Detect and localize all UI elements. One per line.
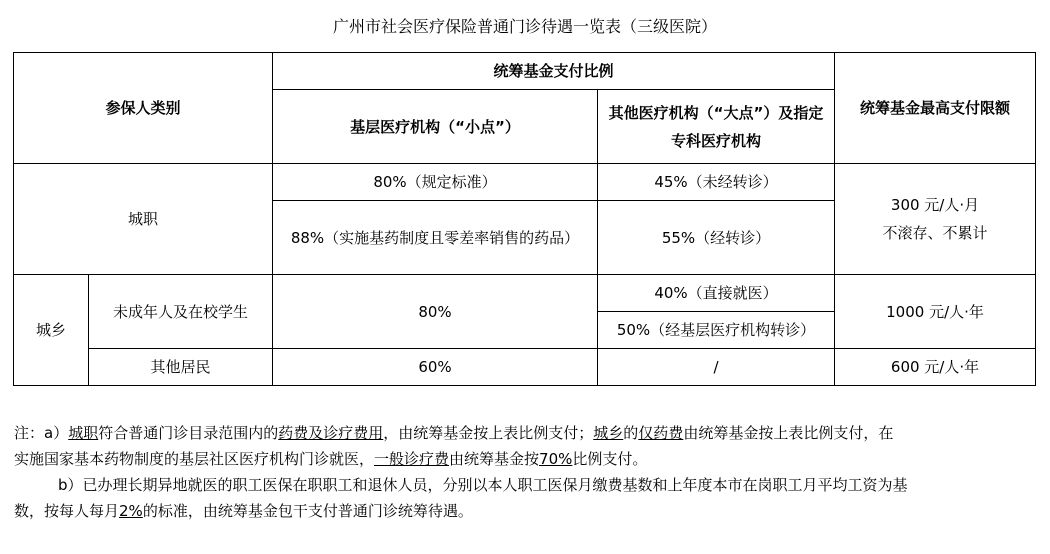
- header-fund-ratio: 统筹基金支付比例: [273, 53, 835, 90]
- cell-chengzhi-basic-1: 80%（规定标准）: [273, 164, 598, 201]
- benefits-table: [13, 52, 1036, 386]
- row-label-resident: 其他居民: [89, 349, 273, 386]
- cell-chengzhi-other-2: 55%（经转诊）: [598, 201, 835, 275]
- cell-chengzhi-basic-2: 88%（实施基药制度且零差率销售的药品）: [273, 201, 598, 275]
- header-other-institution: 其他医疗机构（“大点”）及指定专科医疗机构: [598, 90, 835, 164]
- header-max-limit: 统筹基金最高支付限额: [835, 53, 1036, 164]
- cell-chengzhi-limit-2: 不滚存、不累计: [882, 224, 988, 242]
- row-label-minor: 未成年人及在校学生: [89, 275, 273, 349]
- cell-resident-other: /: [598, 349, 835, 386]
- note-a-line-2: 实施国家基本药物制度的基层社区医疗机构门诊就医，一般诊疗费由统筹基金按70%比例支付。: [14, 450, 648, 468]
- cell-minor-limit: 1000 元/人·年: [835, 275, 1036, 349]
- note-b-line-1: b）已办理长期异地就医的职工医保在职职工和退休人员，分别以本人职工医保月缴费基数和上年度本市在岗职工月平均工资为基: [58, 476, 908, 494]
- cell-chengzhi-other-1: 45%（未经转诊）: [598, 164, 835, 201]
- header-category: 参保人类别: [14, 53, 273, 164]
- cell-resident-limit: 600 元/人·年: [835, 349, 1036, 386]
- row-label-chengxiang: 城乡: [14, 275, 89, 386]
- cell-minor-basic: 80%: [273, 275, 598, 349]
- note-b-line-2: 数，按每人每月2%的标准，由统筹基金包干支付普通门诊统筹待遇。: [14, 502, 473, 520]
- cell-chengzhi-limit: [835, 164, 1036, 275]
- notes: [14, 420, 1044, 524]
- header-basic-institution: 基层医疗机构（“小点”）: [273, 90, 598, 164]
- cell-chengzhi-limit-1: 300 元/人·月: [890, 196, 980, 214]
- row-label-chengzhi: 城职: [14, 164, 273, 275]
- cell-resident-basic: 60%: [273, 349, 598, 386]
- cell-minor-other-1: 40%（直接就医）: [598, 275, 835, 312]
- cell-minor-other-2: 50%（经基层医疗机构转诊）: [598, 312, 835, 349]
- note-a-line-1: 注：a）城职符合普通门诊目录范围内的药费及诊疗费用，由统筹基金按上表比例支付；城乡的仅药费由统筹基金按上表比例支付，在: [14, 424, 894, 442]
- page-title: 广州市社会医疗保险普通门诊待遇一览表（三级医院）: [332, 17, 717, 36]
